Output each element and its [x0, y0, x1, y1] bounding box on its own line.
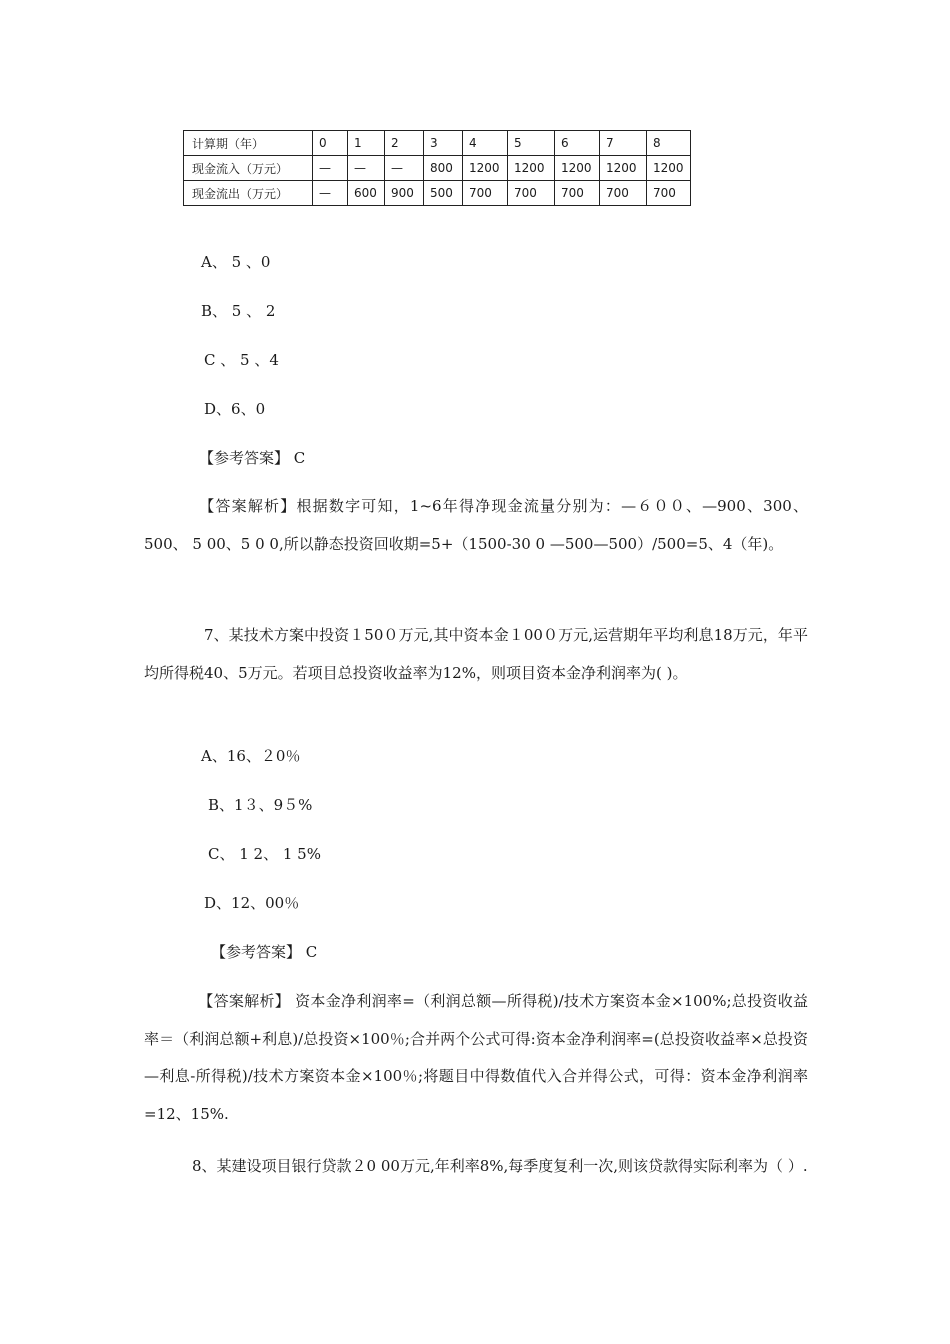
q7-analysis: 【答案解析】 资本金净利润率=（利润总额—所得税)/技术方案资本金×100%;总投资收益率＝（利润总额+利息)/总投资×100％;合并两个公式可得:资本金净利润率=(总投资收益率×总投资—利息-所得税)/技术方案资本金×100％;将题目中得数值代入合并得公式，可得：资本金净利润率=12、15%.	[144, 992, 808, 1123]
table-cell: 7	[600, 131, 647, 156]
table-cell: 4	[463, 131, 508, 156]
q6-option-d: D、6、0	[204, 400, 266, 418]
table-row	[184, 156, 691, 181]
table-cell: 700	[508, 181, 555, 206]
table-cell: 700	[463, 181, 508, 206]
q8-question: 8、某建设项目银行贷款２0 00万元,年利率8%,每季度复利一次,则该贷款得实际利率为（ ）.	[192, 1157, 808, 1175]
table-cell: 现金流出（万元）	[184, 181, 313, 206]
table-cell: 6	[555, 131, 600, 156]
table-cell: —	[313, 181, 348, 206]
q6-option-a: A、 5 、0	[201, 253, 271, 271]
table-cell: 0	[313, 131, 348, 156]
q6-option-c: C 、 5 、4	[204, 351, 279, 369]
table-cell: 500	[424, 181, 463, 206]
table-cell: 1200	[647, 156, 691, 181]
q7-answer: 【参考答案】 C	[211, 943, 318, 961]
table-cell: 700	[555, 181, 600, 206]
table-cell: 1200	[508, 156, 555, 181]
table-cell: 2	[385, 131, 424, 156]
table-row	[184, 181, 691, 206]
q6-option-b: B、 5 、 2	[201, 302, 276, 320]
table-cell: 计算期（年）	[184, 131, 313, 156]
table-cell: 700	[600, 181, 647, 206]
table-cell: 现金流入（万元）	[184, 156, 313, 181]
q6-answer: 【参考答案】 C	[199, 449, 306, 467]
table-cell: —	[348, 156, 385, 181]
q7-option-c: C、 1 2、 1 5%	[208, 845, 321, 863]
q6-analysis: 【答案解析】根据数字可知，1~6年得净现金流量分别为：—６００、—900、300、500、 5 00、5 0 0,所以静态投资回收期=5+（1500-30 0 —500—500）/500=5、4（年)。	[144, 497, 808, 553]
table-cell: 8	[647, 131, 691, 156]
q7-option-a: A、16、２0％	[201, 747, 301, 765]
table-cell: 1200	[555, 156, 600, 181]
table-cell: 1200	[463, 156, 508, 181]
cash-flow-table	[183, 130, 691, 206]
q7-question: 7、某技术方案中投资１50０万元,其中资本金１00０万元,运营期年平均利息18万元，年平均所得税40、5万元。若项目总投资收益率为12%，则项目资本金净利润率为( )。	[144, 626, 808, 682]
table-cell: —	[385, 156, 424, 181]
table-cell: 1	[348, 131, 385, 156]
table-cell: —	[313, 156, 348, 181]
table-cell: 5	[508, 131, 555, 156]
q7-option-d: D、12、00％	[204, 894, 300, 912]
table-header-row	[184, 131, 691, 156]
table-cell: 1200	[600, 156, 647, 181]
table-cell: 600	[348, 181, 385, 206]
table-cell: 3	[424, 131, 463, 156]
table-cell: 900	[385, 181, 424, 206]
q7-option-b: B、1３、9５%	[208, 796, 313, 814]
table-cell: 700	[647, 181, 691, 206]
table-cell: 800	[424, 156, 463, 181]
